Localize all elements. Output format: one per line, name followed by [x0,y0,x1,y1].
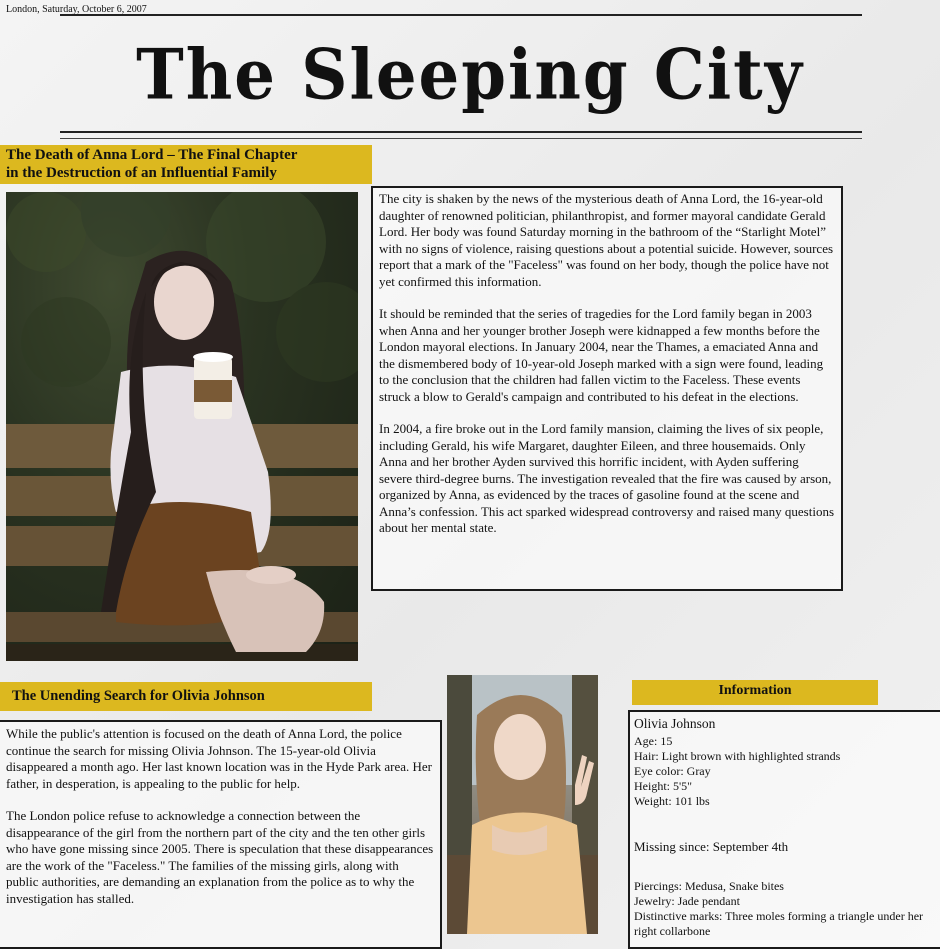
dateline: London, Saturday, October 6, 2007 [6,4,147,15]
olivia-paragraph-2: The London police refuse to acknowledge a connection between the disappearance of the girl from the northern part of the city and the ten other girls who have gone missing since 2005. There is speculation that these disappearances are the work of the "Faceless." The families of the missing girls, along with public authorities, are demanding an explanation from the police as to why the investigation has stalled. [6,808,434,906]
missing-person-name: Olivia Johnson [634,716,716,731]
info-eye-color: Eye color: Gray [634,763,711,778]
info-jewelry: Jewelry: Jade pendant [634,894,740,908]
info-height: Height: 5'5" [634,778,693,793]
info-distinctive-marks: Distinctive marks: Three moles forming a triangle under her right collarbone [634,909,924,938]
masthead-rule [60,131,862,133]
anna-photo [6,192,358,661]
info-heading-banner: Information [632,680,878,705]
anna-headline-line2: in the Destruction of an Influential Family [6,165,277,181]
anna-photo-illustration [6,192,358,661]
info-hair: Hair: Light brown with highlighted strands [634,748,841,763]
anna-paragraph-3: In 2004, a fire broke out in the Lord family mansion, claiming the lives of six people, including Gerald, his wife Margaret, daughter Eileen, and three housemaids. Only Anna and her brother Ayden survived this horrific incident, with Ayden suffering severe third-degree burns. The investigation revealed that the fire was caused by arson, organized by Anna, as evidenced by the traces of gasoline found at the scene and Anna’s confession. This act sparked widespread controversy and raised many questions about her mental state. [379,421,835,535]
olivia-photo-illustration [447,675,598,934]
anna-article-body [371,186,843,591]
info-missing-since: Missing since: September 4th [634,838,789,854]
info-piercings: Piercings: Medusa, Snake bites [634,879,784,893]
info-box [628,710,940,949]
info-age: Age: 15 [634,733,673,748]
olivia-photo [447,675,598,934]
masthead-rule-thin [60,138,862,139]
olivia-article-body [0,720,442,949]
anna-paragraph-2: It should be reminded that the series of tragedies for the Lord family began in 2003 when Anna and her younger brother Joseph were kidnapped a few months before the London mayoral elections. In January 2004, near the Thames, a emaciated Anna and the dismembered body of 10-year-old Joseph marked with a sign were found, leading to the conclusion that the children had fallen victim to the Faceless. These events struck a blow to Gerald's campaign and contributed to his defeat in the elections. [379,306,824,404]
olivia-paragraph-1: While the public's attention is focused on the death of Anna Lord, the police continue the search for missing Olivia Johnson. The 15-year-old Olivia disappeared a month ago. Her last known location was in the Hyde Park area. Her father, in desperation, is appealing to the public for help. [6,726,432,791]
info-weight: Weight: 101 lbs [634,793,710,808]
top-rule [60,14,862,16]
olivia-headline-banner: The Unending Search for Olivia Johnson [0,682,372,711]
anna-headline-line1: The Death of Anna Lord – The Final Chapter [6,147,298,163]
anna-headline-banner [0,145,372,184]
anna-paragraph-1: The city is shaken by the news of the mysterious death of Anna Lord, the 16-year-old daughter of renowned politician, philanthropist, and former mayoral candidate Gerald Lord. Her body was found Saturday morning in the bathroom of the “Starlight Motel” with no signs of violence, raising questions about a potential suicide. However, sources report that a mark of the "Faceless" was found on her body, though the police have not yet confirmed this information. [379,191,834,289]
masthead-title: The Sleeping City [136,35,804,116]
